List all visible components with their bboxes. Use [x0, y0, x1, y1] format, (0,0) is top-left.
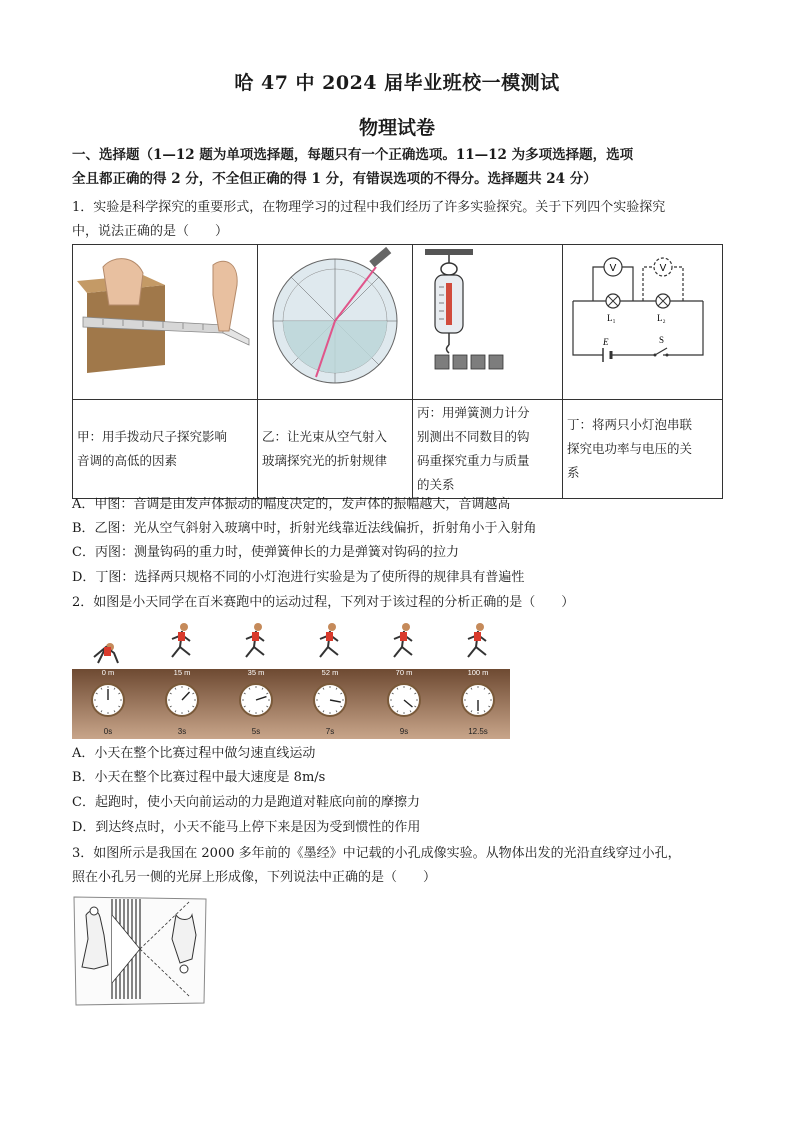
time-label: 3s — [177, 727, 187, 736]
q3-stem-line1: 3．如图所示是我国在 2000 多年前的《墨经》中记载的小孔成像实验。从物体出发的光沿直线穿过小孔， — [72, 846, 681, 861]
distance-label: 0 m — [101, 668, 115, 677]
q1-stem-line1: 1．实验是科学探究的重要形式，在物理学习的过程中我们经历了许多实验探究。关于下列四个实验探究 — [72, 200, 666, 215]
fig-yi-cell — [258, 245, 413, 400]
q2-option-d: D．到达终点时，小天不能马上停下来是因为受到惯性的作用 — [72, 820, 421, 835]
section-heading-line2: 全且都正确的得 2 分，不全但正确的得 1 分，有错误选项的不得分。选择题共 24 分） — [72, 171, 597, 187]
stopwatch-icon — [314, 684, 346, 716]
q2-option-b: B．小天在整个比赛过程中最大速度是 8m/s — [72, 770, 326, 785]
fig-yi-caption: 乙：让光束从空气射入 玻璃探究光的折射规律 — [258, 400, 413, 499]
fig-ding-caption: 丁：将两只小灯泡串联 探究电功率与电压的关 系 — [563, 400, 723, 499]
time-label: 7s — [325, 727, 335, 736]
svg-text:S: S — [659, 335, 665, 345]
distance-label: 35 m — [247, 668, 265, 677]
svg-text:E: E — [603, 337, 609, 347]
stopwatch-icon — [462, 684, 494, 716]
q3-stem-line2: 照在小孔另一侧的光屏上形成像，下列说法中正确的是（ ） — [72, 870, 437, 885]
refraction-experiment-figure — [258, 245, 412, 391]
distance-label: 70 m — [395, 668, 413, 677]
runner-icon — [320, 623, 338, 657]
spring-scale-figure — [413, 245, 562, 391]
q1-option-c: C．丙图：测量钩码的重力时，使弹簧伸长的力是弹簧对钩码的拉力 — [72, 545, 459, 560]
fig-bing-cell — [413, 245, 563, 400]
stopwatch-icon — [388, 684, 420, 716]
ruler-experiment-figure — [73, 245, 257, 391]
svg-text:V: V — [609, 263, 617, 274]
fig-jia-cell — [73, 245, 258, 400]
svg-text:L₁: L₁ — [607, 313, 616, 323]
time-label: 5s — [251, 727, 261, 736]
time-label: 9s — [399, 727, 409, 736]
q2-option-a: A．小天在整个比赛过程中做匀速直线运动 — [72, 746, 316, 761]
runner-icon — [246, 623, 264, 657]
fig-bing-caption: 丙：用弹簧测力计分 别测出不同数目的钩 码重探究重力与质量 的关系 — [413, 400, 563, 499]
q2-option-c: C．起跑时，使小天向前运动的力是跑道对鞋底向前的摩擦力 — [72, 795, 420, 810]
q1-experiment-table — [72, 244, 723, 499]
stopwatch-icon — [166, 684, 198, 716]
exam-subtitle: 物理试卷 — [358, 117, 435, 139]
q1-option-d: D．丁图：选择两只规格不同的小灯泡进行实验是为了使所得的规律具有普遍性 — [72, 570, 525, 585]
fig-ding-cell — [563, 245, 723, 400]
stopwatch-icon — [92, 684, 124, 716]
distance-label: 100 m — [467, 668, 489, 677]
q1-option-a: A．甲图：音调是由发声体振动的幅度决定的，发声体的振幅越大，音调越高 — [72, 497, 511, 512]
runner-icon — [394, 623, 412, 657]
pinhole-imaging-figure — [72, 895, 208, 1007]
section-heading-line1: 一、选择题（1—12 题为单项选择题，每题只有一个正确选项。11—12 为多项选择题，选项 — [72, 147, 634, 163]
q2-stem: 2．如图是小天同学在百米赛跑中的运动过程，下列对于该过程的分析正确的是（ ） — [72, 595, 575, 610]
time-label: 0s — [103, 727, 113, 736]
runner-icon — [94, 643, 118, 663]
svg-text:V: V — [659, 263, 667, 274]
runner-icon — [172, 623, 190, 657]
distance-label: 52 m — [321, 668, 339, 677]
switch-icon — [655, 348, 667, 355]
distance-label: 15 m — [173, 668, 191, 677]
runner-icon — [468, 623, 486, 657]
svg-text:L₂: L₂ — [657, 313, 666, 323]
q1-option-b: B．乙图：光从空气斜射入玻璃中时，折射光线靠近法线偏折，折射角小于入射角 — [72, 521, 537, 536]
series-circuit-figure — [563, 245, 722, 391]
exam-title: 哈 47 中 2024 届毕业班校一模测试 — [234, 72, 560, 94]
fig-jia-caption: 甲：用手拨动尺子探究影响 音调的高低的因素 — [73, 400, 258, 499]
stopwatch-icon — [240, 684, 272, 716]
sprint-race-figure — [72, 617, 510, 739]
time-label: 12.5s — [468, 727, 488, 736]
q1-stem-line2: 中，说法正确的是（ ） — [72, 224, 229, 239]
